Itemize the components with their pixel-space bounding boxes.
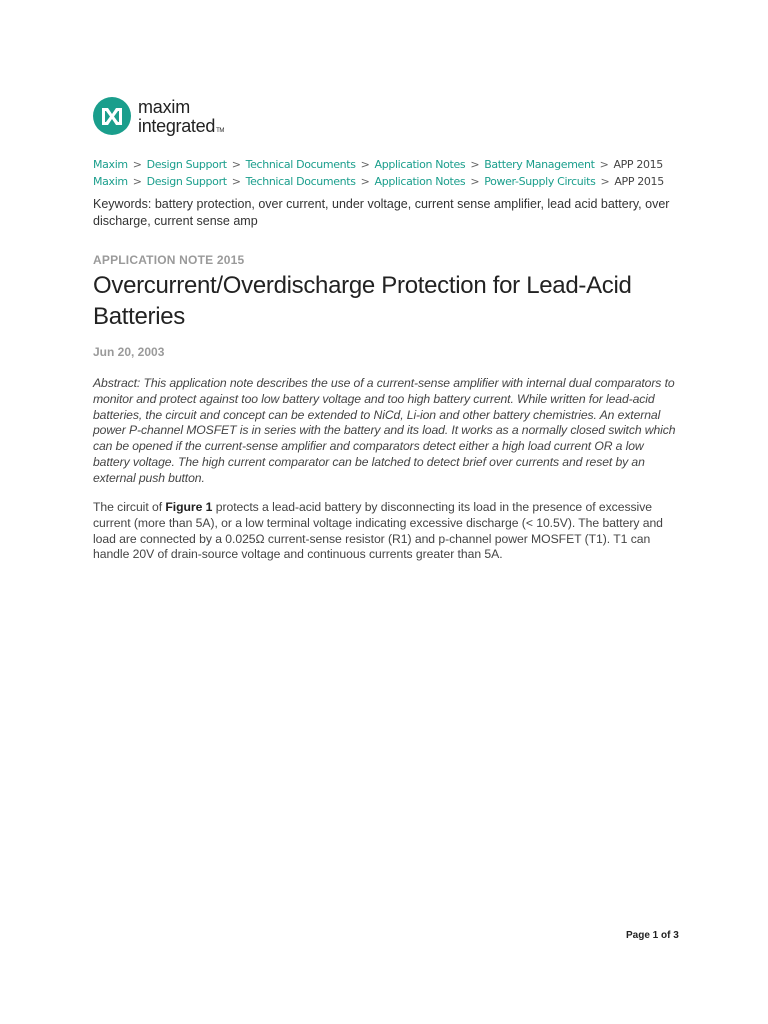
page-title: Overcurrent/Overdischarge Protection for Lead-Acid Batteries: [93, 272, 632, 330]
breadcrumb-link[interactable]: Battery Management: [484, 158, 595, 171]
breadcrumb-link[interactable]: Application Notes: [374, 158, 466, 171]
breadcrumb-separator: >: [231, 158, 241, 171]
body-text-before: The circuit of: [93, 500, 166, 514]
breadcrumb-link[interactable]: Application Notes: [374, 175, 466, 188]
app-note-label: APPLICATION NOTE 2015: [93, 253, 245, 267]
logo-line2-wrap: [138, 117, 224, 135]
body-text-after: protects a lead-acid battery by disconnecting its load in the presence of excessive current (more than 5A), or a low terminal voltage indicating excessive discharge (< 10.5V). The battery and load are connected by a 0.025Ω current-sense resistor (R1) and p-channel power MOSFET (T1). T1 can handle 20V of drain-source voltage and continuous currents greater than 5A.: [93, 500, 663, 562]
breadcrumb-link[interactable]: Maxim: [93, 175, 128, 188]
breadcrumb-row: [93, 173, 693, 190]
figure-1-link[interactable]: Figure 1: [165, 500, 213, 514]
breadcrumb-link[interactable]: Power-Supply Circuits: [484, 175, 596, 188]
breadcrumb-separator: >: [360, 158, 370, 171]
breadcrumb-separator: >: [600, 175, 610, 188]
breadcrumb-separator: >: [599, 158, 609, 171]
breadcrumb-link[interactable]: Maxim: [93, 158, 128, 171]
maxim-logo[interactable]: [93, 95, 224, 137]
logo-wordmark: [138, 98, 224, 135]
breadcrumb-link[interactable]: Design Support: [146, 175, 227, 188]
breadcrumb-link[interactable]: Technical Documents: [245, 158, 356, 171]
breadcrumb-separator: >: [132, 175, 142, 188]
page-number: Page 1 of 3: [626, 930, 679, 941]
breadcrumb-row: [93, 156, 693, 173]
publish-date: Jun 20, 2003: [93, 345, 165, 359]
breadcrumb-separator: >: [360, 175, 370, 188]
body-paragraph: [93, 500, 683, 563]
breadcrumb-link[interactable]: Technical Documents: [245, 175, 356, 188]
logo-line1: maxim: [138, 96, 190, 117]
breadcrumb-link[interactable]: Design Support: [146, 158, 227, 171]
breadcrumb-separator: >: [470, 158, 480, 171]
logo-line2: integrated: [138, 115, 216, 136]
breadcrumb-current: APP 2015: [613, 158, 663, 171]
maxim-logo-icon: [93, 97, 131, 135]
breadcrumbs: [93, 156, 693, 190]
abstract: Abstract: This application note describes the use of a current-sense amplifier with internal dual comparators to monitor and protect against too low battery voltage and too high battery current. While written for lead-acid batteries, the circuit and concept can be extended to NiCd, Li-ion and other battery chemistries. An external power P-channel MOSFET is in series with the battery and its load. It works as a normally closed switch which can be opened if the current-sense amplifier and comparators detect either a high load current OR a low battery voltage. The high current comparator can be latched to detect brief over currents and reset by an external push button.: [93, 376, 676, 485]
breadcrumb-separator: >: [231, 175, 241, 188]
logo-trademark: TM: [216, 127, 225, 134]
keywords: Keywords: battery protection, over current, under voltage, current sense amplifier, lead acid battery, over discharge, current sense amp: [93, 197, 670, 228]
breadcrumb-current: APP 2015: [614, 175, 664, 188]
breadcrumb-separator: >: [132, 158, 142, 171]
breadcrumb-separator: >: [470, 175, 480, 188]
